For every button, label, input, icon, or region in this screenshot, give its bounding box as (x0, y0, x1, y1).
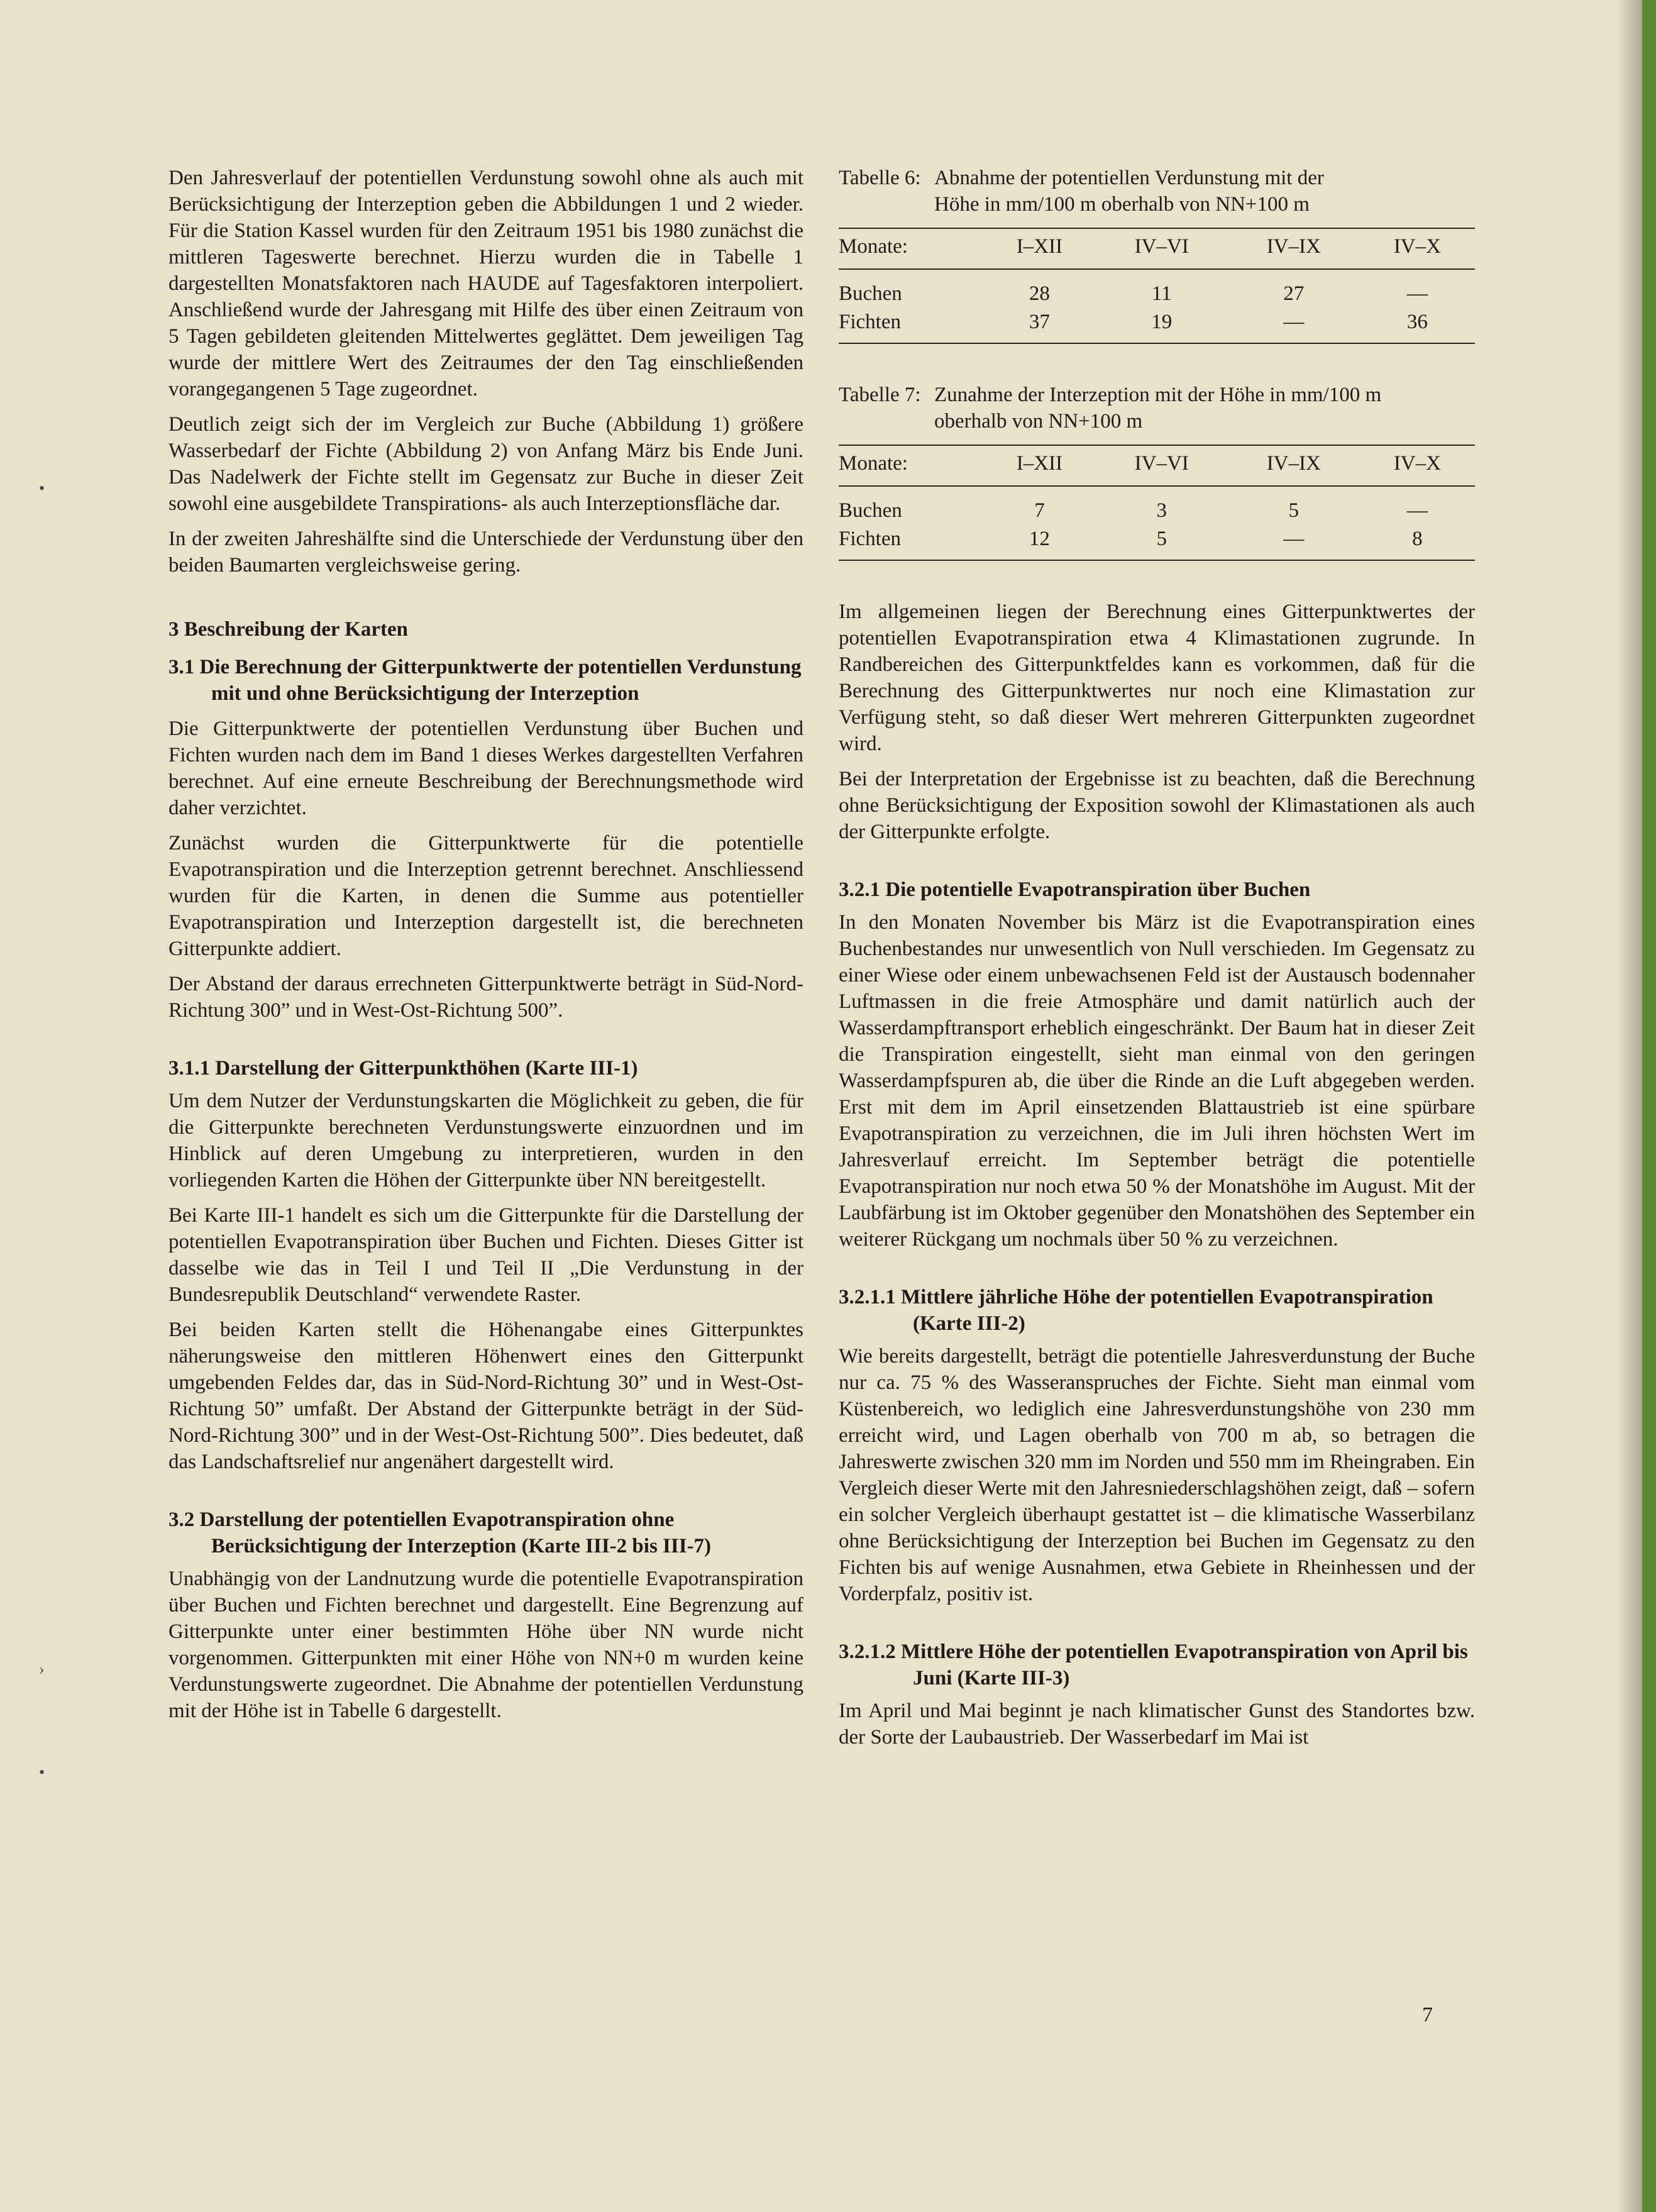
caption-text: Abnahme der potentiellen Verdunstung mit der (934, 167, 1324, 189)
column-header: I–XII (1016, 235, 1063, 258)
table-6 (839, 228, 1475, 344)
paragraph: Um dem Nutzer der Verdunstungskarten die Möglichkeit zu geben, die für die Gitterpunkte berechneten Verdunstungswerte einzuordnen und im Hinblick auf deren Umgebung zu interpretieren, wurden in den vorliegenden Karten die Höhen der Gitterpunkte über NN bereitgestellt. (168, 1090, 803, 1192)
caption-text: Zunahme der Interzeption mit der Höhe in mm/100 m (934, 384, 1382, 406)
paragraph: Zunächst wurden die Gitterpunktwerte für die potentielle Evapotranspiration und die Interzeption getrennt berechnet. Anschliessend wurden für die Karten, in denen die Summe aus potentieller Evapotranspiration und Interzeption dargestellt ist, die berechneten Gitterpunkte addiert. (168, 832, 803, 960)
section-heading: 3.1.1 Darstellung der Gitterpunkthöhen (Karte III-1) (168, 1057, 638, 1080)
table-cell: — (1406, 499, 1428, 522)
table-label: Tabelle 7: (839, 384, 921, 406)
right-column (839, 165, 1475, 1759)
paragraph: Im April und Mai beginnt je nach klimatischer Gunst des Standortes bzw. der Sorte der Laubaustrieb. Der Wasserbedarf im Mai ist (839, 1700, 1475, 1749)
table-label: Tabelle 6: (839, 167, 921, 189)
paragraph: In der zweiten Jahreshälfte sind die Unterschiede der Verdunstung über den beiden Baumarten vergleichsweise gering. (168, 528, 803, 577)
table-6-caption (839, 165, 1475, 218)
table-cell: Fichten (839, 308, 983, 343)
column-header: IV–IX (1266, 452, 1321, 475)
column-header: IV–IX (1266, 235, 1321, 258)
table-row (839, 269, 1475, 308)
column-header: IV–X (1393, 235, 1441, 258)
table-cell: — (1228, 525, 1360, 560)
margin-mark: › (39, 1660, 45, 1678)
table-header-row (839, 228, 1475, 269)
paragraph: Wie bereits dargestellt, beträgt die potentielle Jahresverdunstung der Buche nur ca. 75 % des Wasseranspruches der Fichte. Sieht man einmal vom Küstenbereich, wo lediglich eine Jahresverdunstungshöhe von 230 mm erreicht wird, und Lagen oberhalb von 700 m ab, so betragen die Jahreswerte zwischen 320 mm im Norden und 550 mm im Rheingraben. Ein Vergleich dieser Werte mit den Jahresniederschlagshöhen zeigt, daß – sofern ein solcher Vergleich überhaupt gestattet ist – die klimatische Wasserbilanz ohne Berücksichtigung der Interzeption bei Buchen im Gegensatz zu den Fichten bis auf wenige Ausnahmen, etwa Gebiete in Rheinhessen und der Vorderpfalz, positiv ist. (839, 1345, 1475, 1605)
section-heading: 3.2 Darstellung der potentiellen Evapotranspiration ohne Berücksichtigung der Interzeption (Karte III-2 bis III-7) (168, 1508, 712, 1557)
table-row (839, 525, 1475, 560)
paragraph: Deutlich zeigt sich der im Vergleich zur Buche (Abbildung 1) größere Wasserbedarf der Fichte (Abbildung 2) von Anfang März bis Ende Juni. Das Nadelwerk der Fichte stellt im Gegensatz zur Buche in dieser Zeit sowohl eine ausgebildete Transpirations- als auch Interzeptionsfläche dar. (168, 413, 803, 515)
paragraph: Bei beiden Karten stellt die Höhenangabe eines Gitterpunktes näherungsweise den mittleren Höhenwert eines den Gitterpunkt umgebenden Feldes dar, das in Süd-Nord-Richtung 30” und in West-Ost-Richtung 50” umfaßt. Der Abstand der Gitterpunkte beträgt in der Süd-Nord-Richtung 300” und in der West-Ost-Richtung 500”. Dies bedeutet, daß das Landschaftsrelief nur angenähert dargestellt wird. (168, 1319, 803, 1473)
table-cell: 27 (1283, 282, 1305, 305)
table-cell: 37 (983, 308, 1096, 343)
table-cell: 5 (1288, 499, 1300, 522)
table-cell: 28 (1029, 282, 1050, 305)
column-header: IV–X (1393, 452, 1441, 475)
section-heading: 3.2.1.1 Mittlere jährliche Höhe der potentiellen Evapotranspiration (Karte III-2) (839, 1286, 1433, 1335)
binding-edge (1642, 0, 1656, 2212)
column-header: I–XII (1016, 452, 1063, 475)
paragraph: Die Gitterpunktwerte der potentiellen Verdunstung über Buchen und Fichten wurden nach dem im Band 1 dieses Werkes dargestellten Verfahren berechnet. Auf eine erneute Beschreibung der Berechnungsmethode wird daher verzichtet. (168, 717, 803, 819)
table-cell: 7 (1034, 499, 1045, 522)
margin-mark: • (39, 479, 45, 497)
page-shadow (1617, 0, 1642, 2212)
table-header-row (839, 445, 1475, 486)
table-cell: 8 (1360, 525, 1475, 560)
table-cell: — (1406, 282, 1428, 305)
section-heading: 3 Beschreibung der Karten (168, 618, 409, 641)
table-7 (839, 445, 1475, 561)
paragraph: Den Jahresverlauf der potentiellen Verdunstung sowohl ohne als auch mit Berücksichtigung der Interzeption geben die Abbildungen 1 und 2 wieder. Für die Station Kassel wurden für den Zeitraum 1951 bis 1980 zunächst die mittleren Tageswerte berechnet. Hierzu wurden die in Tabelle 1 dargestellten Monatsfaktoren nach HAUDE auf Tagesfaktoren interpoliert. Anschließend wurde der Jahresgang mit Hilfe des über einen Zeitraum von 5 Tagen gebildeten gleitenden Mittelwertes geglättet. Dem jeweiligen Tag wurde der mittlere Wert des Zeitraumes der den Tag einschließenden vorangegangenen 5 Tage zugeordnet. (168, 167, 803, 401)
table-cell: 5 (1096, 525, 1228, 560)
table-cell: Fichten (839, 525, 983, 560)
table-cell: Buchen (839, 282, 902, 305)
table-cell: 12 (983, 525, 1096, 560)
column-header: IV–VI (1134, 452, 1189, 475)
table-row (839, 486, 1475, 525)
column-header: Monate: (839, 235, 908, 258)
table-cell: 19 (1096, 308, 1228, 343)
table-cell: 3 (1156, 499, 1167, 522)
paragraph: Bei der Interpretation der Ergebnisse ist zu beachten, daß die Berechnung ohne Berücksichtigung der Exposition sowohl der Klimastationen als auch der Gitterpunkte erfolgte. (839, 768, 1475, 843)
caption-text: oberhalb von NN+100 m (934, 410, 1143, 433)
paragraph: Im allgemeinen liegen der Berechnung eines Gitterpunktwertes der potentiellen Evapotranspiration etwa 4 Klimastationen zugrunde. In Randbereichen des Gitterpunktfeldes kann es vorkommen, daß für die Berechnung des Gitterpunktwertes nur noch eine Klimastation zur Verfügung steht, so daß dieser Wert mehreren Gitterpunkten zugeordnet wird. (839, 600, 1475, 755)
paragraph: Der Abstand der daraus errechneten Gitterpunktwerte beträgt in Süd-Nord-Richtung 300” und in West-Ost-Richtung 500”. (168, 973, 803, 1022)
table-7-caption (839, 382, 1475, 434)
page-number: 7 (1422, 2003, 1433, 2027)
table-cell: 11 (1151, 282, 1172, 305)
table-cell: 36 (1360, 308, 1475, 343)
paragraph: Unabhängig von der Landnutzung wurde die potentielle Evapotranspiration über Buchen und Fichten berechnet und dargestellt. Eine Begrenzung auf Gitterpunkte unter einer bestimmten Höhe über NN wurde nicht vorgenommen. Gitterpunkten mit einer Höhe von NN+0 m wurden keine Verdunstungswerte zugeordnet. Die Abnahme der potentiellen Verdunstung mit der Höhe ist in Tabelle 6 dargestellt. (168, 1568, 803, 1722)
table-row (839, 308, 1475, 343)
paragraph: Bei Karte III-1 handelt es sich um die Gitterpunkte für die Darstellung der potentiellen Evapotranspiration über Buchen und Fichten. Dieses Gitter ist dasselbe wie das in Teil I und Teil II „Die Verdunstung in der Bundesrepublik Deutschland“ verwendete Raster. (168, 1204, 803, 1306)
paragraph: In den Monaten November bis März ist die Evapotranspiration eines Buchenbestandes nur unwesentlich von Null verschieden. Im Gegensatz zu einer Wiese oder einem unbewachsenen Feld ist der Austausch bodennaher Luftmassen in die freie Atmosphäre und damit natürlich auch der Wasserdampftransport erheblich eingeschränkt. Der Baum hat in dieser Zeit die Transpiration eingestellt, sieht man einmal von den geringen Wasserdampfspuren ab, die über die Rinde an die Luft abgegeben werden. Erst mit dem im April einsetzenden Blattaustrieb ist eine spürbare Evapotranspiration zu verzeichnen, die im Juli ihren höchsten Wert im Jahresverlauf erreicht. Im September beträgt die potentielle Evapotranspiration nur noch etwa 50 % der Monatshöhe im August. Mit der Laubfärbung ist im Oktober gegenüber den Monatshöhen des September ein weiterer Rückgang um nochmals über 50 % zu verzeichnen. (839, 911, 1475, 1251)
left-column (168, 165, 803, 1733)
margin-mark: • (39, 1763, 45, 1781)
column-header: IV–VI (1134, 235, 1189, 258)
column-header: Monate: (839, 452, 908, 475)
section-heading: 3.1 Die Berechnung der Gitterpunktwerte der potentiellen Verdunstung mit und ohne Berücksichtigung der Interzeption (168, 656, 802, 705)
caption-text: Höhe in mm/100 m oberhalb von NN+100 m (934, 193, 1310, 216)
section-heading: 3.2.1.2 Mittlere Höhe der potentiellen Evapotranspiration von April bis Juni (Karte III-3) (839, 1640, 1468, 1689)
section-heading: 3.2.1 Die potentielle Evapotranspiration über Buchen (839, 878, 1311, 901)
table-cell: — (1228, 308, 1360, 343)
table-cell: Buchen (839, 499, 902, 522)
